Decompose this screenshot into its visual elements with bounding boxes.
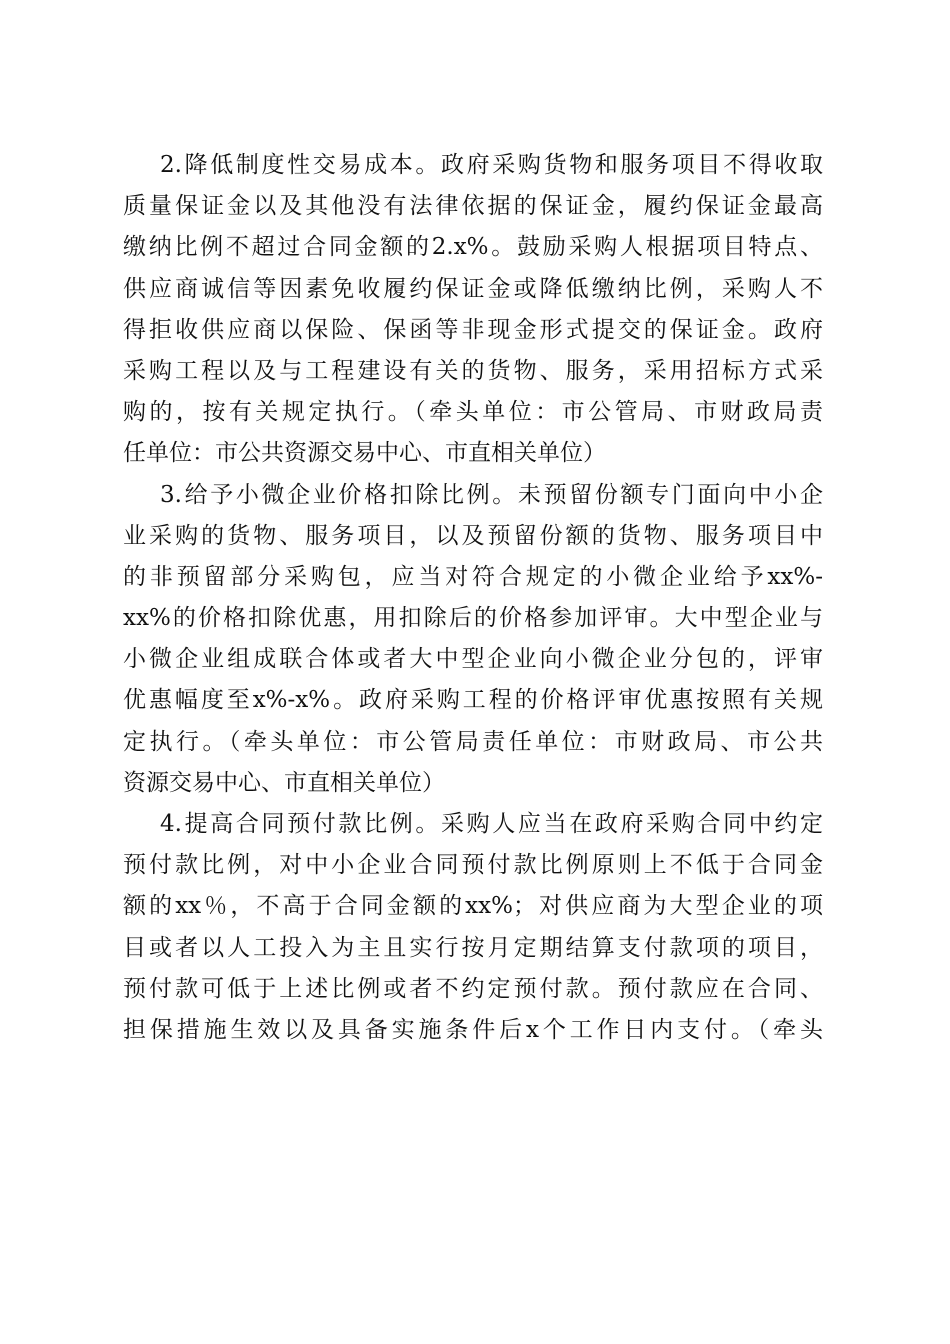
paragraph-4	[123, 804, 823, 1051]
document-body	[123, 145, 823, 1051]
paragraph-line: 采购工程以及与工程建设有关的货物、服务，采用招标方式采	[123, 357, 823, 384]
paragraph-line: 定执行。（牵头单位：市公管局责任单位：市财政局、市公共	[123, 728, 823, 755]
paragraph-line: 担保措施生效以及具备实施条件后x个工作日内支付。（牵头	[123, 1016, 823, 1043]
paragraph-3	[123, 475, 823, 805]
paragraph-line: 业采购的货物、服务项目，以及预留份额的货物、服务项目中	[123, 522, 823, 549]
paragraph-line: 得拒收供应商以保险、保函等非现金形式提交的保证金。政府	[123, 316, 823, 343]
paragraph-line: 优惠幅度至x%-x%。政府采购工程的价格评审优惠按照有关规	[123, 687, 823, 714]
paragraph-line: 缴纳比例不超过合同金额的2.x%。鼓励采购人根据项目特点、	[123, 234, 823, 261]
paragraph-line: 质量保证金以及其他没有法律依据的保证金，履约保证金最高	[123, 193, 823, 220]
paragraph-line: 任单位：市公共资源交易中心、市直相关单位）	[123, 440, 606, 467]
paragraph-2	[123, 145, 823, 475]
paragraph-line: 3.给予小微企业价格扣除比例。未预留份额专门面向中小企	[160, 481, 823, 508]
paragraph-line: 购的，按有关规定执行。（牵头单位：市公管局、市财政局责	[123, 399, 823, 426]
paragraph-line: 预付款可低于上述比例或者不约定预付款。预付款应在合同、	[123, 975, 823, 1002]
paragraph-line: 预付款比例，对中小企业合同预付款比例原则上不低于合同金	[123, 852, 823, 879]
paragraph-line: 2.降低制度性交易成本。政府采购货物和服务项目不得收取	[160, 152, 823, 178]
paragraph-line: 资源交易中心、市直相关单位）	[123, 769, 445, 796]
paragraph-line: 目或者以人工投入为主且实行按月定期结算支付款项的项目，	[123, 934, 823, 961]
paragraph-line: 额的xx％，不高于合同金额的xx%；对供应商为大型企业的项	[123, 893, 823, 920]
paragraph-line: 4.提高合同预付款比例。采购人应当在政府采购合同中约定	[160, 811, 823, 837]
paragraph-line: xx%的价格扣除优惠，用扣除后的价格参加评审。大中型企业与	[123, 605, 823, 632]
paragraph-line: 小微企业组成联合体或者大中型企业向小微企业分包的，评审	[123, 646, 823, 673]
paragraph-line: 的非预留部分采购包，应当对符合规定的小微企业给予xx%-	[123, 563, 823, 590]
paragraph-line: 供应商诚信等因素免收履约保证金或降低缴纳比例，采购人不	[123, 275, 823, 302]
